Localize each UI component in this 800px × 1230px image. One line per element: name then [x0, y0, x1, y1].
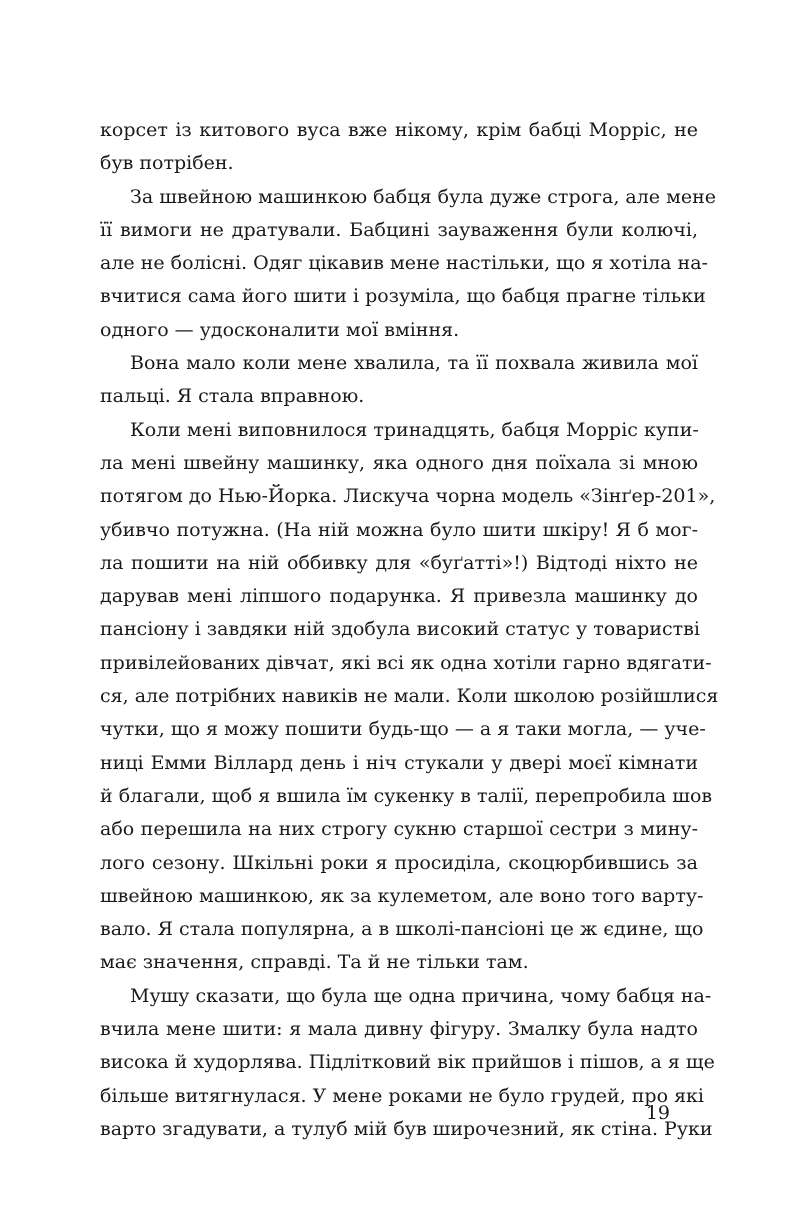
text-line: дарував мені ліпшого подарунка. Я привезла машинку до: [100, 585, 698, 608]
body-text: [100, 114, 719, 1146]
text-line: має значення, справді. Та й не тільки там.: [100, 951, 529, 974]
text-line: був потрібен.: [100, 152, 234, 175]
text-line: більше витягнулася. У мене роками не було грудей, про які: [100, 1084, 705, 1107]
text-line: вчила мене шити: я мала дивну фігуру. Змалку була надто: [100, 1018, 698, 1041]
text-line: лого сезону. Шкільні роки я просиділа, скоцюрбившись за: [100, 851, 698, 874]
text-line: її вимоги не дратували. Бабцині зауваження були колючі,: [100, 218, 698, 241]
text-line: привілейованих дівчат, які всі як одна хотіли гарно вдягати-: [100, 651, 712, 674]
text-line: Мушу сказати, що була ще одна причина, чому бабця на-: [130, 984, 712, 1007]
text-line: пальці. Я стала вправною.: [100, 385, 365, 408]
text-line: вало. Я стала популярна, а в школі-пансіоні це ж єдине, що: [100, 918, 704, 941]
text-line: Коли мені виповнилося тринадцять, бабця Морріс купи-: [130, 418, 699, 441]
text-line: корсет із китового вуса вже нікому, крім бабці Морріс, не: [100, 119, 698, 141]
text-line: варто згадувати, а тулуб мій був широчезний, як стіна. Руки: [100, 1117, 713, 1140]
text-line: й благали, щоб я вшила їм сукенку в талії, перепробила шов: [100, 784, 713, 807]
page-number: 19: [645, 1102, 670, 1124]
text-line: одного — удосконалити мої вміння.: [100, 318, 460, 341]
text-line: ла мені швейну машинку, яка одного дня поїхала зі мною: [100, 451, 698, 474]
text-line: або перешила на них строгу сукню старшої сестри з мину-: [100, 818, 698, 841]
text-line: За швейною машинкою бабця була дуже строга, але мене: [130, 185, 717, 208]
text-line: потягом до Нью-Йорка. Лискуча чорна модель «Зінґер-201»,: [100, 485, 716, 508]
text-line: ниці Емми Віллард день і ніч стукали у двері моєї кімнати: [100, 751, 698, 774]
text-line: швейною машинкою, як за кулеметом, але воно того варту-: [100, 884, 704, 907]
text-line: Вона мало коли мене хвалила, та її похвала живила мої: [130, 352, 698, 375]
text-line: убивчо потужна. (На ній можна було шити шкіру! Я б мог-: [100, 518, 698, 541]
text-line: ся, але потрібних навиків не мали. Коли школою розійшлися: [100, 685, 719, 708]
text-line: чутки, що я можу пошити будь-що — а я таки могла, — уче-: [100, 718, 706, 741]
text-line: але не болісні. Одяг цікавив мене настільки, що я хотіла на-: [100, 252, 708, 275]
text-line: ла пошити на ній оббивку для «буґатті»!) Відтоді ніхто не: [100, 551, 698, 574]
text-line: пансіону і завдяки ній здобула високий статус у товаристві: [100, 618, 700, 641]
text-line: вчитися сама його шити і розуміла, що бабця прагне тільки: [100, 285, 706, 308]
text-line: висока й худорлява. Підлітковий вік прийшов і пішов, а я ще: [100, 1051, 715, 1074]
